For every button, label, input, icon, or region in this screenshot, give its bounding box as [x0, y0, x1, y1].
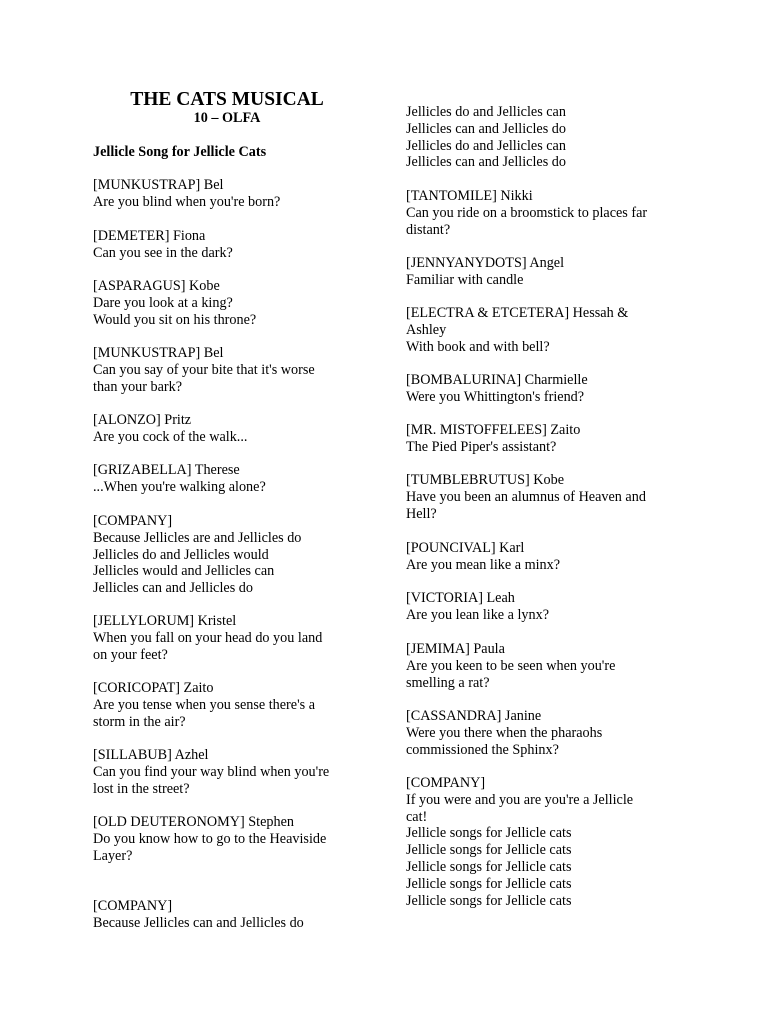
character-label: [CASSANDRA] Janine: [406, 708, 542, 724]
lyric-line: Jellicles do and Jellicles can: [406, 104, 566, 120]
lyric-line: Hell?: [406, 505, 437, 522]
character-label: [VICTORIA] Leah: [406, 590, 515, 606]
lyric-line: smelling a rat?: [406, 674, 490, 691]
lyric-line: Jellicle songs for Jellicle cats: [406, 842, 572, 859]
lyric-line: Jellicle songs for Jellicle cats: [406, 892, 572, 909]
page-title: THE CATS MUSICAL: [130, 89, 324, 110]
lyric-line: cat!: [406, 808, 428, 825]
lyric-line: Are you lean like a lynx?: [406, 606, 550, 623]
lyric-line: Are you tense when you sense there's a: [93, 696, 315, 713]
lyric-line: Were you there when the pharaohs: [406, 724, 603, 741]
lyric-block: [93, 345, 363, 395]
lyric-line: With book and with bell?: [406, 338, 550, 355]
character-label: [COMPANY]: [93, 513, 173, 529]
page-subtitle: 10 – OLFA: [193, 110, 261, 126]
lyric-block: [406, 590, 686, 624]
character-label: [ELECTRA & ETCETERA] Hessah &: [406, 305, 629, 321]
lyric-line: storm in the air?: [93, 713, 186, 730]
lyric-line: Do you know how to go to the Heaviside: [93, 830, 327, 847]
lyric-block: [93, 613, 363, 663]
lyric-block: [93, 462, 363, 496]
lyric-line: Jellicle songs for Jellicle cats: [406, 858, 572, 875]
lyric-line: lost in the street?: [93, 780, 190, 797]
lyric-line: If you were and you are you're a Jellicle: [406, 791, 634, 808]
lyric-line: Were you Whittington's friend?: [406, 388, 585, 405]
character-label: [BOMBALURINA] Charmielle: [406, 372, 588, 388]
lyric-line: Have you been an alumnus of Heaven and: [406, 488, 646, 505]
lyric-line: than your bark?: [93, 378, 183, 395]
lyric-block: [406, 188, 686, 238]
character-label: [ASPARAGUS] Kobe: [93, 278, 220, 294]
lyric-block: [93, 278, 363, 328]
lyric-block: [93, 898, 363, 932]
lyric-block: [406, 104, 686, 171]
lyric-block: [406, 305, 686, 355]
lyric-line: When you fall on your head do you land: [93, 629, 323, 646]
lyric-block: [93, 513, 363, 597]
character-label: [TANTOMILE] Nikki: [406, 188, 533, 204]
lyric-line: distant?: [406, 221, 451, 238]
lyric-line: Can you say of your bite that it's worse: [93, 361, 315, 378]
lyric-block: [93, 680, 363, 730]
lyric-line: Would you sit on his throne?: [93, 311, 257, 328]
lyric-line: Jellicles can and Jellicles do: [406, 120, 566, 137]
lyric-block: [93, 814, 363, 864]
lyric-line: Familiar with candle: [406, 271, 524, 288]
lyric-line: Jellicle songs for Jellicle cats: [406, 875, 572, 892]
character-label: [CORICOPAT] Zaito: [93, 680, 214, 696]
lyric-line: Layer?: [93, 847, 133, 864]
lyric-line: Dare you look at a king?: [93, 294, 233, 311]
lyric-line: Jellicle songs for Jellicle cats: [406, 825, 572, 842]
lyric-line: Are you keen to be seen when you're: [406, 657, 616, 674]
lyric-line: Can you find your way blind when you're: [93, 763, 330, 780]
lyric-line: Are you mean like a minx?: [406, 556, 561, 573]
lyric-line: The Pied Piper's assistant?: [406, 438, 557, 455]
character-label: [TUMBLEBRUTUS] Kobe: [406, 472, 565, 488]
character-label: [ALONZO] Pritz: [93, 412, 192, 428]
lyric-block: [406, 708, 686, 758]
lyric-line: Can you see in the dark?: [93, 244, 233, 261]
character-label: [MUNKUSTRAP] Bel: [93, 177, 224, 193]
character-label: [GRIZABELLA] Therese: [93, 462, 240, 478]
lyric-block: [406, 422, 686, 456]
lyric-block: [93, 747, 363, 797]
character-label: [MUNKUSTRAP] Bel: [93, 345, 224, 361]
lyric-line: on your feet?: [93, 646, 168, 663]
character-label: [JEMIMA] Paula: [406, 641, 505, 657]
lyric-line: Because Jellicles are and Jellicles do: [93, 529, 302, 546]
lyric-block: [93, 412, 363, 446]
song-title: Jellicle Song for Jellicle Cats: [93, 144, 267, 160]
character-label: [COMPANY]: [93, 898, 173, 914]
character-label: [JENNYANYDOTS] Angel: [406, 255, 565, 271]
character-label: [COMPANY]: [406, 775, 486, 791]
lyric-line: Can you ride on a broomstick to places far: [406, 204, 648, 221]
lyric-line: ...When you're walking alone?: [93, 478, 266, 495]
lyric-block: [406, 641, 686, 691]
character-label: [OLD DEUTERONOMY] Stephen: [93, 814, 294, 830]
lyric-line: Are you cock of the walk...: [93, 428, 248, 445]
lyric-block: [93, 228, 363, 262]
character-label: [POUNCIVAL] Karl: [406, 540, 525, 556]
lyric-line: Jellicles can and Jellicles do: [406, 154, 566, 171]
character-label: [DEMETER] Fiona: [93, 228, 206, 244]
lyric-block: [406, 255, 686, 289]
lyric-line: Ashley: [406, 321, 447, 338]
lyric-line: commissioned the Sphinx?: [406, 741, 559, 758]
lyric-line: Are you blind when you're born?: [93, 193, 281, 210]
lyric-line: Jellicles do and Jellicles can: [406, 137, 566, 154]
lyric-block: [406, 472, 686, 522]
lyric-line: Jellicles can and Jellicles do: [93, 580, 253, 597]
character-label: [JELLYLORUM] Kristel: [93, 613, 237, 629]
character-label: [MR. MISTOFFELEES] Zaito: [406, 422, 581, 438]
lyric-block: [406, 540, 686, 574]
lyric-block: [93, 177, 363, 211]
lyric-line: Jellicles do and Jellicles would: [93, 546, 269, 563]
lyric-line: Jellicles would and Jellicles can: [93, 563, 275, 580]
lyric-line: Because Jellicles can and Jellicles do: [93, 914, 304, 931]
lyric-block: [406, 372, 686, 406]
character-label: [SILLABUB] Azhel: [93, 747, 209, 763]
lyric-block: [406, 775, 686, 909]
